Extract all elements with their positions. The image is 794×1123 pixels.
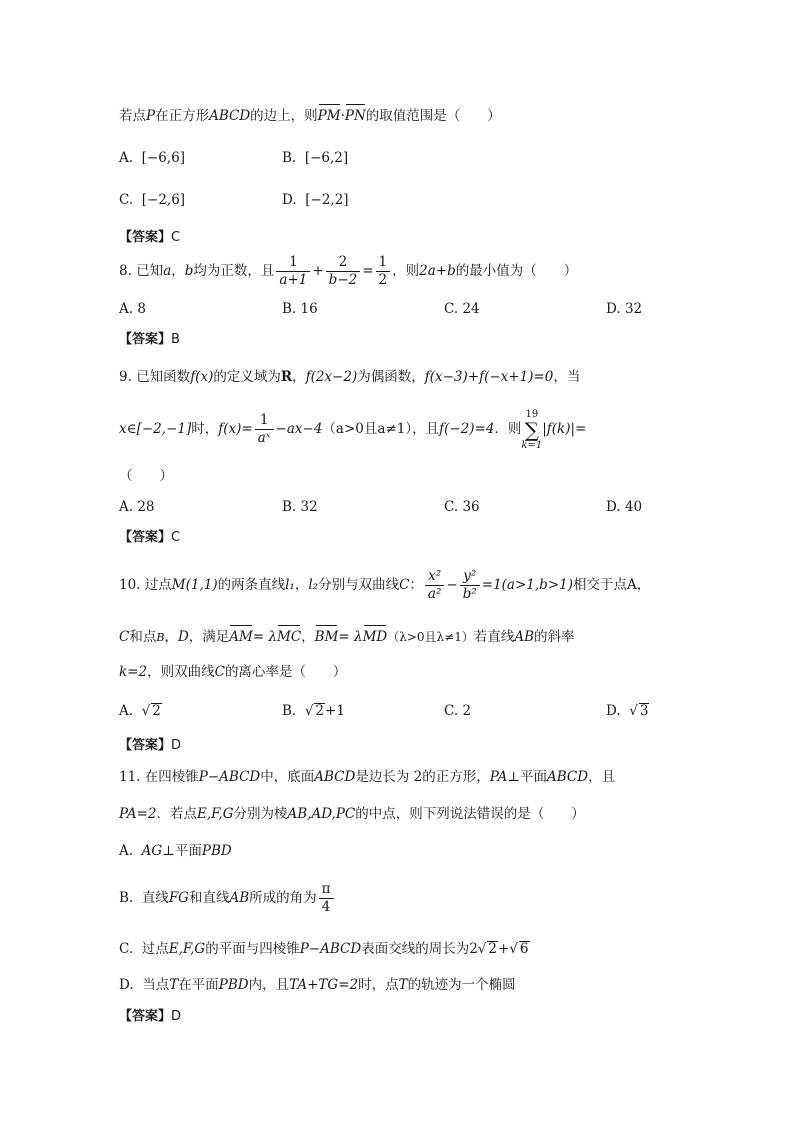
denominator: aˣ (257, 430, 271, 446)
sqrt-icon: √ (477, 941, 487, 957)
q11-option-c (119, 939, 530, 959)
radicand: 6 (519, 941, 529, 957)
sigma-symbol: ∑ (524, 417, 539, 442)
q9-text: ，当 (553, 369, 581, 385)
q11-text: ，且 (588, 769, 616, 785)
q10-text: 的斜率 (534, 629, 575, 645)
option-label: B. (282, 150, 297, 166)
q8-answer (119, 330, 180, 350)
option-label: B. (282, 703, 297, 719)
q11-pyramid: P−ABCD (198, 769, 261, 785)
option-label: C. (444, 499, 459, 515)
q10-frac-y (460, 568, 480, 603)
q7-option-d (282, 190, 349, 210)
q8-stem (119, 253, 577, 289)
numerator: y² (460, 568, 480, 586)
q10-vector-bm: BM (314, 629, 339, 645)
option-label: D. (282, 192, 297, 208)
q10-minus: − (446, 577, 458, 593)
q10-equals-lambda: = λ (338, 629, 363, 645)
q11-text: 分别为棱 (233, 806, 288, 822)
answer-value: D (171, 738, 182, 753)
option-label: D. (119, 977, 134, 993)
sqrt-icon: √ (304, 703, 314, 719)
option-text: 24 (462, 301, 480, 317)
q11-line-1 (119, 767, 615, 787)
q9-line-3: （ ） (119, 468, 173, 484)
q11-length: PA=2 (119, 806, 157, 822)
option-label: A. (119, 499, 134, 515)
q10-line-2 (119, 627, 575, 648)
q7-vector-pn: PN (344, 108, 366, 124)
q10-frac-x (425, 568, 444, 603)
q11-frac-pi (319, 881, 334, 916)
q11-edges: AB,AD,PC (287, 806, 356, 822)
option-text: AB (229, 890, 250, 906)
q10-line-3 (119, 662, 346, 682)
q7-option-c (119, 190, 185, 210)
answer-label: 【答案】 (119, 332, 172, 347)
option-text: 过点 (141, 941, 169, 957)
option-text: 平面 (174, 843, 202, 859)
q7-text: 的边上，则 (250, 108, 318, 124)
option-text: 当点 (142, 977, 170, 993)
option-label: A. (119, 301, 134, 317)
q9-definition: f(x)= (218, 421, 253, 437)
q10-text: 和点 (129, 629, 157, 645)
numerator: 1 (376, 254, 391, 272)
q7-answer (119, 228, 180, 248)
option-label: A. (119, 150, 134, 166)
option-label: D. (606, 301, 621, 317)
q10-vector-md: MD (362, 629, 388, 645)
numerator: π (319, 881, 334, 899)
answer-label: 【答案】 (119, 1009, 172, 1024)
q11-text: 中，底面 (260, 769, 315, 785)
option-text: 表面交线的周长为 (361, 941, 470, 957)
q10-point-d: D (177, 629, 189, 645)
q8-option-c (444, 299, 480, 319)
q10-point-m: M(1,1) (171, 577, 218, 593)
answer-value: B (171, 332, 180, 347)
q11-points: E,F,G (197, 806, 234, 822)
sum-lower: k=1 (521, 439, 543, 451)
q9-text: 已知函数 (136, 369, 191, 385)
q7-stem (119, 106, 501, 126)
q10-slope: k=2 (119, 664, 148, 680)
radicand: 2 (488, 941, 497, 957)
option-text: 40 (624, 499, 643, 515)
q9-text: 时， (191, 421, 219, 437)
q7-option-b (282, 148, 348, 168)
q9-text: ．则 (494, 421, 522, 437)
answer-label: 【答案】 (119, 230, 172, 245)
answer-label: 【答案】 (119, 530, 172, 545)
q10-line-ab: AB (514, 629, 535, 645)
option-text: 16 (300, 301, 318, 317)
option-text: [−2,6] (141, 192, 186, 208)
option-label: A. (119, 843, 134, 859)
option-label: D. (606, 703, 621, 719)
q9-value: f(−2)=4 (439, 421, 495, 437)
q8-option-a (119, 299, 146, 319)
option-label: D. (606, 499, 621, 515)
q8-equals: = (362, 263, 374, 279)
option-text: 32 (624, 301, 643, 317)
q10-text: ，满足 (188, 629, 230, 645)
q9-text: ，且 (412, 421, 440, 437)
numerator: x² (425, 568, 444, 586)
numerator: 2 (326, 254, 361, 272)
option-text: 28 (137, 499, 155, 515)
q9-text: ， (292, 369, 306, 385)
option-text: 32 (300, 499, 318, 515)
q10-text: 过点 (144, 577, 172, 593)
q10-point-c: C (119, 629, 130, 645)
q10-point-b: B (156, 631, 165, 644)
q8-option-d (606, 299, 642, 319)
option-text: 的轨迹为一个椭圆 (407, 977, 516, 993)
q11-answer (119, 1007, 181, 1027)
option-text: +1 (325, 703, 345, 719)
q10-option-b (282, 701, 345, 721)
option-text: AG⊥ (141, 843, 175, 859)
q11-text: 是边长为 2的正方形， (355, 769, 490, 785)
option-label: B. (282, 301, 297, 317)
q7-text: 若点 (119, 108, 146, 124)
answer-value: D (171, 1009, 182, 1024)
sqrt-icon: √ (141, 703, 151, 719)
q11-option-d (119, 975, 516, 995)
sqrt-icon: √ (629, 703, 638, 719)
q11-text: 的中点，则下列说法错误的是（ ） (355, 806, 585, 822)
q10-curve-c: C (399, 577, 410, 593)
q11-text: ．若点 (156, 806, 197, 822)
q8-plus: + (312, 263, 324, 279)
q9-text: 的定义域为 (213, 369, 281, 385)
q9-line-1 (119, 367, 580, 387)
q7-text: 的取值范围是（ ） (365, 108, 501, 124)
option-label: C. (444, 703, 459, 719)
option-text: PBD (218, 977, 249, 993)
q9-condition: （a>0且a≠1） (322, 421, 413, 437)
option-text: T (398, 977, 408, 993)
option-text: T (169, 977, 179, 993)
q10-text: ， (301, 629, 315, 645)
q10-option-c (444, 701, 471, 721)
q8-text: 的最小值为（ ） (455, 263, 578, 279)
option-text: 36 (462, 499, 480, 515)
option-label: C. (119, 941, 134, 957)
radicand: 2 (315, 703, 325, 719)
numerator: 1 (255, 412, 274, 430)
option-text: 在平面 (178, 977, 219, 993)
q9-text: 为偶函数， (357, 369, 425, 385)
q9-option-c (444, 497, 480, 517)
q10-text: ，则双曲线 (147, 664, 215, 680)
option-text: FG (168, 890, 189, 906)
q8-fraction-3 (376, 254, 391, 289)
q11-line-2 (119, 804, 585, 824)
denominator: a² (427, 586, 442, 602)
q10-text: 的离心率是（ ） (224, 664, 347, 680)
q9-function: f(x) (190, 369, 214, 385)
q7-square: ABCD (209, 108, 251, 124)
q10-curve-c: C (214, 664, 225, 680)
option-label: B. (282, 499, 297, 515)
q10-vector-am: AM (229, 629, 253, 645)
q9-expression: −ax−4 (275, 421, 323, 437)
question-number: 10. (119, 577, 141, 593)
q8-text: ， (171, 263, 185, 279)
q11-text: 在四棱锥 (144, 769, 199, 785)
option-text: 8 (137, 301, 146, 317)
q11-option-b (119, 880, 336, 916)
option-text: [−6,6] (141, 150, 185, 166)
option-text: 所成的角为 (249, 890, 317, 906)
q10-text: 的两条直线 (217, 577, 286, 593)
answer-value: C (171, 530, 181, 545)
q11-base: ABCD (314, 769, 356, 785)
sum-upper: 19 (525, 408, 539, 420)
q8-text: 已知 (136, 263, 164, 279)
option-label: C. (444, 301, 459, 317)
q9-summation (521, 409, 542, 451)
q10-vector-mc: MC (277, 629, 302, 645)
q10-line-l1: l₁ (285, 577, 295, 593)
option-text: 时，点 (358, 977, 399, 993)
denominator: a+1 (279, 272, 308, 288)
q7-text: 在正方形 (155, 108, 210, 124)
q9-even-function: f(2x−2) (305, 369, 358, 385)
option-label: B. (119, 890, 134, 906)
option-text: [−6,2] (304, 150, 349, 166)
q8-fraction-1 (276, 254, 310, 289)
q9-sum-body: |f(k)|= (542, 421, 587, 437)
q11-perpendicular: PA⊥ (489, 769, 521, 785)
option-label: A. (119, 703, 134, 719)
option-text: 2 (469, 941, 478, 957)
q7-dot-operator: · (340, 108, 345, 124)
q10-text: ， (294, 577, 309, 593)
q9-domain: x∈[−2,−1] (119, 421, 192, 437)
q10-line-1 (119, 565, 650, 605)
q10-line-l2: l₂ (308, 577, 319, 593)
q10-option-a (119, 701, 162, 721)
q8-fraction-2 (326, 254, 361, 289)
q9-line-2 (119, 408, 586, 451)
q7-vector-pm: PM (317, 108, 341, 124)
q10-text: ： (409, 577, 423, 593)
q10-equals-lambda: = λ (252, 629, 278, 645)
option-text: [−2,2] (305, 192, 349, 208)
option-text: E,F,G (168, 941, 206, 957)
question-number: 11. (119, 769, 141, 785)
q10-option-d (606, 701, 649, 721)
q10-text: 相交于点A， (572, 577, 651, 593)
question-number: 8. (119, 263, 132, 279)
q7-option-a (119, 148, 185, 168)
option-text: + (498, 941, 510, 957)
option-text: 直线 (141, 890, 169, 906)
q11-text: 平面 (520, 769, 548, 785)
answer-value: C (171, 230, 181, 245)
option-text: PBD (201, 843, 232, 859)
q10-condition: （λ>0且λ≠1） (387, 630, 474, 644)
q8-var-a: a (163, 263, 172, 279)
option-text: 内，且 (248, 977, 290, 993)
option-label: C. (119, 192, 134, 208)
numerator: 1 (276, 254, 310, 272)
q9-option-a (119, 497, 155, 517)
q10-text: ， (164, 629, 178, 645)
q9-relation: f(x−3)+f(−x+1)=0 (424, 369, 554, 385)
q10-text: 分别与双曲线 (318, 577, 400, 593)
answer-label: 【答案】 (119, 738, 172, 753)
q8-text: ，则 (392, 263, 420, 279)
denominator: b² (462, 586, 477, 602)
q9-real-set: R (280, 369, 293, 385)
q9-answer (119, 528, 180, 548)
option-text: P−ABCD (299, 941, 362, 957)
q9-option-d (606, 497, 642, 517)
option-text: TA+TG=2 (289, 977, 359, 993)
denominator: b−2 (328, 272, 358, 288)
q10-answer (119, 736, 181, 756)
q11-plane: ABCD (547, 769, 589, 785)
q11-option-a (119, 841, 232, 861)
denominator: 4 (321, 899, 331, 915)
q9-option-b (282, 497, 318, 517)
option-text: 的平面与四棱锥 (205, 941, 300, 957)
q8-var-b: b (184, 263, 194, 279)
q10-hyperbola-condition: =1(a>1,b>1) (481, 577, 573, 593)
question-number: 9. (119, 369, 132, 385)
option-text: 和直线 (188, 890, 230, 906)
q10-text: 若直线 (473, 629, 515, 645)
denominator: 2 (378, 272, 388, 288)
option-text: 2 (462, 703, 472, 719)
q7-point-p: P (146, 108, 156, 124)
q8-option-b (282, 299, 318, 319)
sqrt-icon: √ (509, 941, 518, 957)
q8-text: 均为正数，且 (193, 263, 275, 279)
q9-fraction (255, 412, 274, 447)
q8-expression: 2a+b (419, 263, 456, 279)
radicand: 3 (639, 703, 649, 719)
radicand: 2 (152, 703, 161, 719)
